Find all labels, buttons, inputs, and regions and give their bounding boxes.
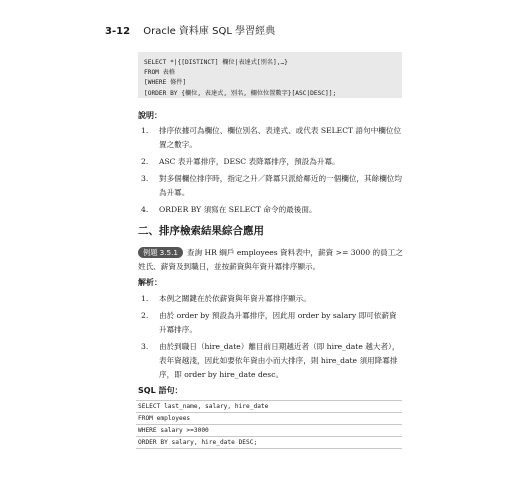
analysis-list	[141, 292, 403, 382]
code-line: [WHERE 條件]	[144, 79, 187, 87]
syntax-code-block	[138, 52, 402, 98]
list-item	[141, 292, 403, 306]
example-badge: 例題 3.5.1	[138, 247, 183, 258]
list-item	[141, 309, 403, 337]
item-number: 2.	[141, 157, 149, 166]
sql-label: SQL 語句：	[138, 386, 183, 395]
list-item	[141, 340, 403, 382]
list-item	[141, 155, 403, 169]
item-text: ORDER BY 須寫在 SELECT 命令的最後面。	[159, 205, 317, 214]
item-text: 本例之關鍵在於依薪資與年資升冪排序顯示。	[159, 294, 311, 303]
item-text: 由於 order by 預設為升冪排序，因此用 order by salary 即可依薪資升冪排序。	[159, 311, 397, 334]
item-text: 對多個欄位排序時，指定之升／降冪只派給鄰近的一個欄位，其餘欄位均為升冪。	[159, 174, 402, 197]
explain-label: 說明：	[138, 111, 162, 120]
page-number: 3-12	[105, 26, 131, 37]
item-number: 2.	[141, 311, 149, 320]
code-line: FROM 表格	[144, 69, 176, 77]
sql-line: FROM employees	[136, 413, 402, 425]
sql-line: ORDER BY salary, hire_date DESC;	[136, 437, 402, 449]
section-title: 二、排序檢索結果綜合應用	[138, 225, 264, 237]
example-block	[138, 246, 403, 274]
sql-code-block	[136, 400, 402, 449]
example-text: 查詢 HR 綱戶 employees 資料表中，薪資 >= 3000 的員工之姓氏、薪資及到職日，並按薪資與年資升冪排序顯示。	[138, 248, 403, 271]
item-number: 1.	[141, 294, 149, 303]
list-item	[141, 203, 403, 217]
code-line: [ORDER BY {欄位, 表達式, 別名, 欄位位置數字}[ASC|DESC]];	[144, 89, 337, 97]
item-text: 由於到職日（hire_date）離目前日期越近者（即 hire_date 越大者），表年資越淺，因此如要依年資由小而大排序，則 hire_date 須用降冪排序，即 order by hire_date desc。	[159, 342, 400, 379]
list-item	[141, 172, 403, 200]
item-text: ASC 表升冪排序，DESC 表降冪排序，預設為升冪。	[159, 157, 340, 166]
item-number: 3.	[141, 174, 149, 183]
page-header	[105, 22, 275, 37]
analysis-label: 解析：	[138, 278, 162, 287]
book-title: Oracle 資料庫 SQL 學習經典	[143, 26, 276, 37]
sql-line: SELECT last_name, salary, hire_date	[136, 400, 402, 413]
item-number: 4.	[141, 205, 149, 214]
item-number: 3.	[141, 342, 149, 351]
item-text: 排序依據可為欄位、欄位別名、表達式、或代表 SELECT 語句中欄位位置之數字。	[159, 126, 402, 149]
list-item	[141, 124, 403, 152]
explain-list	[141, 124, 403, 217]
item-number: 1.	[141, 126, 149, 135]
code-line: SELECT *|{[DISTINCT] 欄位|表達式[別名],…}	[144, 59, 288, 66]
sql-line: WHERE salary >=3000	[136, 425, 402, 437]
